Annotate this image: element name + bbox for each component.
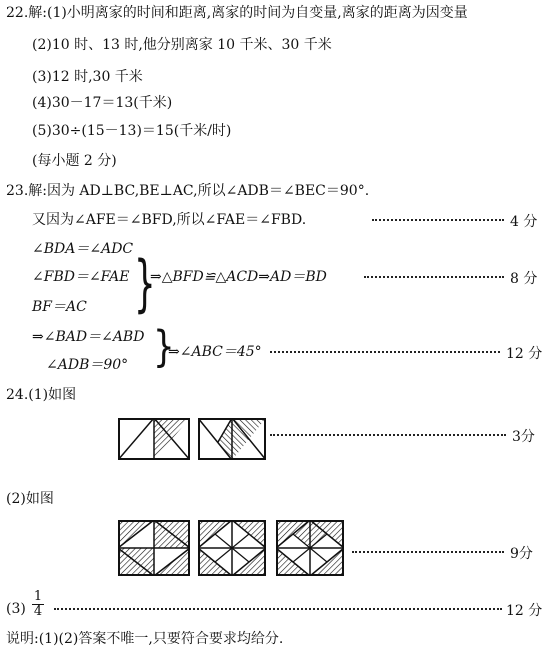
figure-2c [276, 520, 344, 576]
q22-line-3: (3)12 时,30 千米 [32, 69, 143, 85]
q22-line-2: (2)10 时、13 时,他分别离家 10 千米、30 千米 [32, 37, 332, 53]
dot-leader [54, 608, 502, 610]
score-12: 12 分 [506, 603, 543, 619]
figure-2a [118, 520, 190, 576]
fraction-denominator: 4 [33, 604, 43, 619]
q23-brace-line-1: ∠BDA＝∠ADC [32, 241, 134, 257]
q24-line-2: (2)如图 [6, 491, 54, 507]
score-4: 4 分 [510, 214, 538, 230]
fraction-numerator: 1 [33, 589, 43, 604]
q23-brace-line-3: BF＝AC [32, 299, 87, 315]
figure-2b [198, 520, 266, 576]
q23-second-brace-line-2: ∠ADB＝90° [46, 357, 129, 373]
score-9: 9分 [510, 546, 533, 562]
q22-line-6: (每小题 2 分) [32, 153, 117, 169]
q22-line-5: (5)30÷(15－13)＝15(千米/时) [32, 123, 232, 139]
score-3: 3分 [512, 429, 535, 445]
q23-conclusion-2: ⇒∠ABC＝45° [168, 344, 262, 360]
q24-header: 24.(1)如图 [6, 387, 77, 403]
dot-leader [270, 351, 500, 353]
dot-leader [352, 551, 504, 553]
q23-second-brace-line-1: ⇒∠BAD＝∠ABD [32, 329, 145, 345]
right-brace-icon: } [134, 248, 156, 321]
q23-line-2: 又因为∠AFE＝∠BFD,所以∠FAE＝∠FBD. [32, 212, 307, 228]
q23-brace-line-2: ∠FBD＝∠FAE [32, 269, 130, 285]
figure-1b [198, 418, 266, 460]
dot-leader [364, 276, 504, 278]
dot-leader [270, 434, 506, 436]
note: 说明:(1)(2)答案不唯一,只要符合要求均给分. [6, 631, 284, 647]
q22-header: 22.解:(1)小明离家的时间和距离,离家的时间为自变量,离家的距离为因变量 [6, 5, 468, 21]
q22-line-4: (4)30－17＝13(千米) [32, 95, 173, 111]
q23-conclusion-1: ⇒△BFD≌△ACD⇒AD＝BD [150, 269, 327, 285]
q24-line-3-prefix: (3) [6, 601, 26, 617]
score-8: 8 分 [510, 271, 538, 287]
dot-leader [372, 219, 504, 221]
score-12: 12 分 [506, 346, 543, 362]
fraction [32, 590, 44, 619]
right-brace-icon: } [153, 322, 175, 373]
q23-header: 23.解:因为 AD⊥BC,BE⊥AC,所以∠ADB＝∠BEC＝90°. [6, 183, 370, 199]
figure-1a [118, 418, 190, 460]
